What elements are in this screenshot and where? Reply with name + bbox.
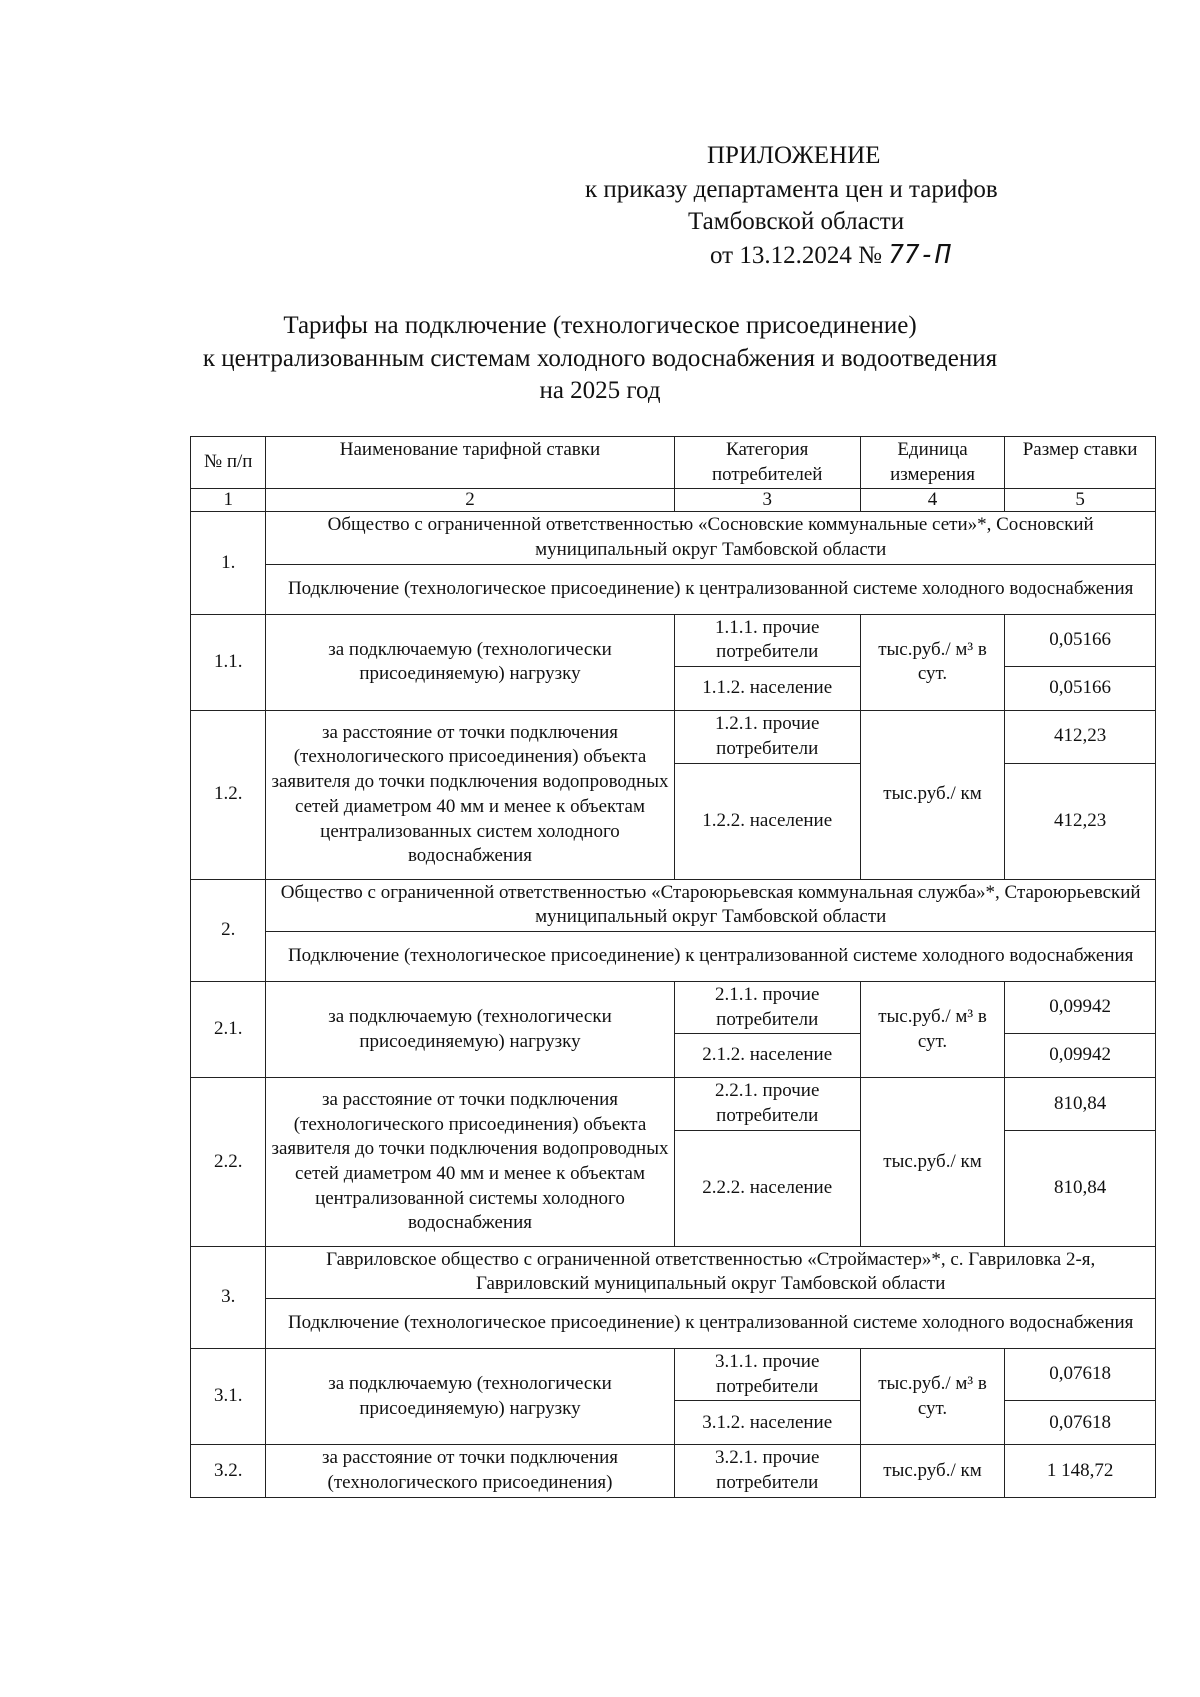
col-header-number: № п/п	[191, 437, 266, 489]
col-number: 2	[266, 489, 674, 512]
rate-name: за расстояние от точки подключения (технологического присоединения) объекта заявителя до точки подключения водопроводных сетей диаметром 40 мм и менее к объектам централизованных систем холодного водоснабжения	[266, 711, 674, 879]
unit: тыс.руб./ м³ в сут.	[860, 981, 1004, 1077]
rate-value: 0,09942	[1005, 1034, 1156, 1078]
section-number: 1.	[191, 512, 266, 614]
title-line-3: на 2025 год	[539, 377, 661, 404]
col-header-unit: Единица измерения	[860, 437, 1004, 489]
table-row	[191, 1078, 1156, 1130]
col-header-rate: Размер ставки	[1005, 437, 1156, 489]
consumer-category: 1.2.2. население	[674, 763, 860, 879]
rate-value: 412,23	[1005, 763, 1156, 879]
row-number: 3.2.	[191, 1445, 266, 1497]
row-number: 1.1.	[191, 614, 266, 710]
section-service: Подключение (технологическое присоединение) к централизованной системе холодного водоснабжения	[266, 1299, 1156, 1349]
consumer-category: 2.1.1. прочие потребители	[674, 981, 860, 1033]
appendix-title: ПРИЛОЖЕНИЕ	[707, 142, 881, 169]
unit: тыс.руб./ м³ в сут.	[860, 614, 1004, 710]
section-service-row	[191, 1299, 1156, 1349]
rate-value: 1 148,72	[1005, 1445, 1156, 1497]
section-service: Подключение (технологическое присоединение) к централизованной системе холодного водоснабжения	[266, 931, 1156, 981]
rate-value: 412,23	[1005, 711, 1156, 763]
row-number: 1.2.	[191, 711, 266, 879]
unit: тыс.руб./ км	[860, 1445, 1004, 1497]
appendix-line-3: Тамбовской области	[688, 208, 905, 235]
col-number: 3	[674, 489, 860, 512]
section-number: 2.	[191, 879, 266, 981]
consumer-category: 3.1.1. прочие потребители	[674, 1349, 860, 1401]
rate-name: за расстояние от точки подключения (технологического присоединения)	[266, 1445, 674, 1497]
rate-value: 0,07618	[1005, 1349, 1156, 1401]
rate-value: 810,84	[1005, 1078, 1156, 1130]
column-numbers-row	[191, 489, 1156, 512]
section-service-row	[191, 564, 1156, 614]
appendix-date-line	[710, 240, 951, 270]
table-row	[191, 981, 1156, 1033]
unit: тыс.руб./ км	[860, 711, 1004, 879]
rate-name: за подключаемую (технологически присоединяемую) нагрузку	[266, 614, 674, 710]
consumer-category: 2.2.1. прочие потребители	[674, 1078, 860, 1130]
row-number: 2.2.	[191, 1078, 266, 1246]
section-organization: Общество с ограниченной ответственностью «Староюрьевская коммунальная служба»*, Староюрьевский муниципальный округ Тамбовской области	[266, 879, 1156, 931]
section-number: 3.	[191, 1246, 266, 1348]
title-line-2: к централизованным системам холодного водоснабжения и водоотведения	[202, 344, 998, 372]
col-number: 1	[191, 489, 266, 512]
row-number: 2.1.	[191, 981, 266, 1077]
rate-value: 0,09942	[1005, 981, 1156, 1033]
consumer-category: 2.2.2. население	[674, 1130, 860, 1246]
section-organization: Гавриловское общество с ограниченной ответственностью «Строймастер»*, с. Гавриловка 2-я, Гавриловский муниципальный округ Тамбовской области	[266, 1246, 1156, 1298]
row-number: 3.1.	[191, 1349, 266, 1445]
order-date: от 13.12.2024 №	[710, 242, 882, 269]
rate-value: 810,84	[1005, 1130, 1156, 1246]
consumer-category: 2.1.2. население	[674, 1034, 860, 1078]
unit: тыс.руб./ км	[860, 1078, 1004, 1246]
section-organization: Общество с ограниченной ответственностью «Сосновские коммунальные сети»*, Сосновский муниципальный округ Тамбовской области	[266, 512, 1156, 564]
rate-name: за подключаемую (технологически присоединяемую) нагрузку	[266, 981, 674, 1077]
order-number: 77-П	[888, 240, 951, 270]
consumer-category: 3.2.1. прочие потребители	[674, 1445, 860, 1497]
rate-value: 0,05166	[1005, 614, 1156, 666]
appendix-line-2: к приказу департамента цен и тарифов	[585, 176, 998, 203]
unit: тыс.руб./ м³ в сут.	[860, 1349, 1004, 1445]
section-service: Подключение (технологическое присоединение) к централизованной системе холодного водоснабжения	[266, 564, 1156, 614]
rate-value: 0,05166	[1005, 667, 1156, 711]
col-header-category: Категория потребителей	[674, 437, 860, 489]
consumer-category: 1.2.1. прочие потребители	[674, 711, 860, 763]
section-org-row	[191, 512, 1156, 564]
appendix-header	[0, 142, 1200, 282]
rate-name: за подключаемую (технологически присоединяемую) нагрузку	[266, 1349, 674, 1445]
section-service-row	[191, 931, 1156, 981]
col-header-name: Наименование тарифной ставки	[266, 437, 674, 489]
document-title	[100, 310, 1100, 408]
rate-value: 0,07618	[1005, 1401, 1156, 1445]
rate-name: за расстояние от точки подключения (технологического присоединения) объекта заявителя до точки подключения водопроводных сетей диаметром 40 мм и менее к объектам централизованной системы холодного водоснабжения	[266, 1078, 674, 1246]
consumer-category: 1.1.1. прочие потребители	[674, 614, 860, 666]
col-number: 5	[1005, 489, 1156, 512]
table-header-row	[191, 437, 1156, 489]
section-org-row	[191, 879, 1156, 931]
table-row	[191, 614, 1156, 666]
table-row	[191, 711, 1156, 763]
section-org-row	[191, 1246, 1156, 1298]
consumer-category: 3.1.2. население	[674, 1401, 860, 1445]
col-number: 4	[860, 489, 1004, 512]
title-line-1: Тарифы на подключение (технологическое присоединение)	[283, 312, 917, 339]
consumer-category: 1.1.2. население	[674, 667, 860, 711]
table-row	[191, 1349, 1156, 1401]
table-row	[191, 1445, 1156, 1497]
tariff-table	[190, 436, 1156, 1498]
